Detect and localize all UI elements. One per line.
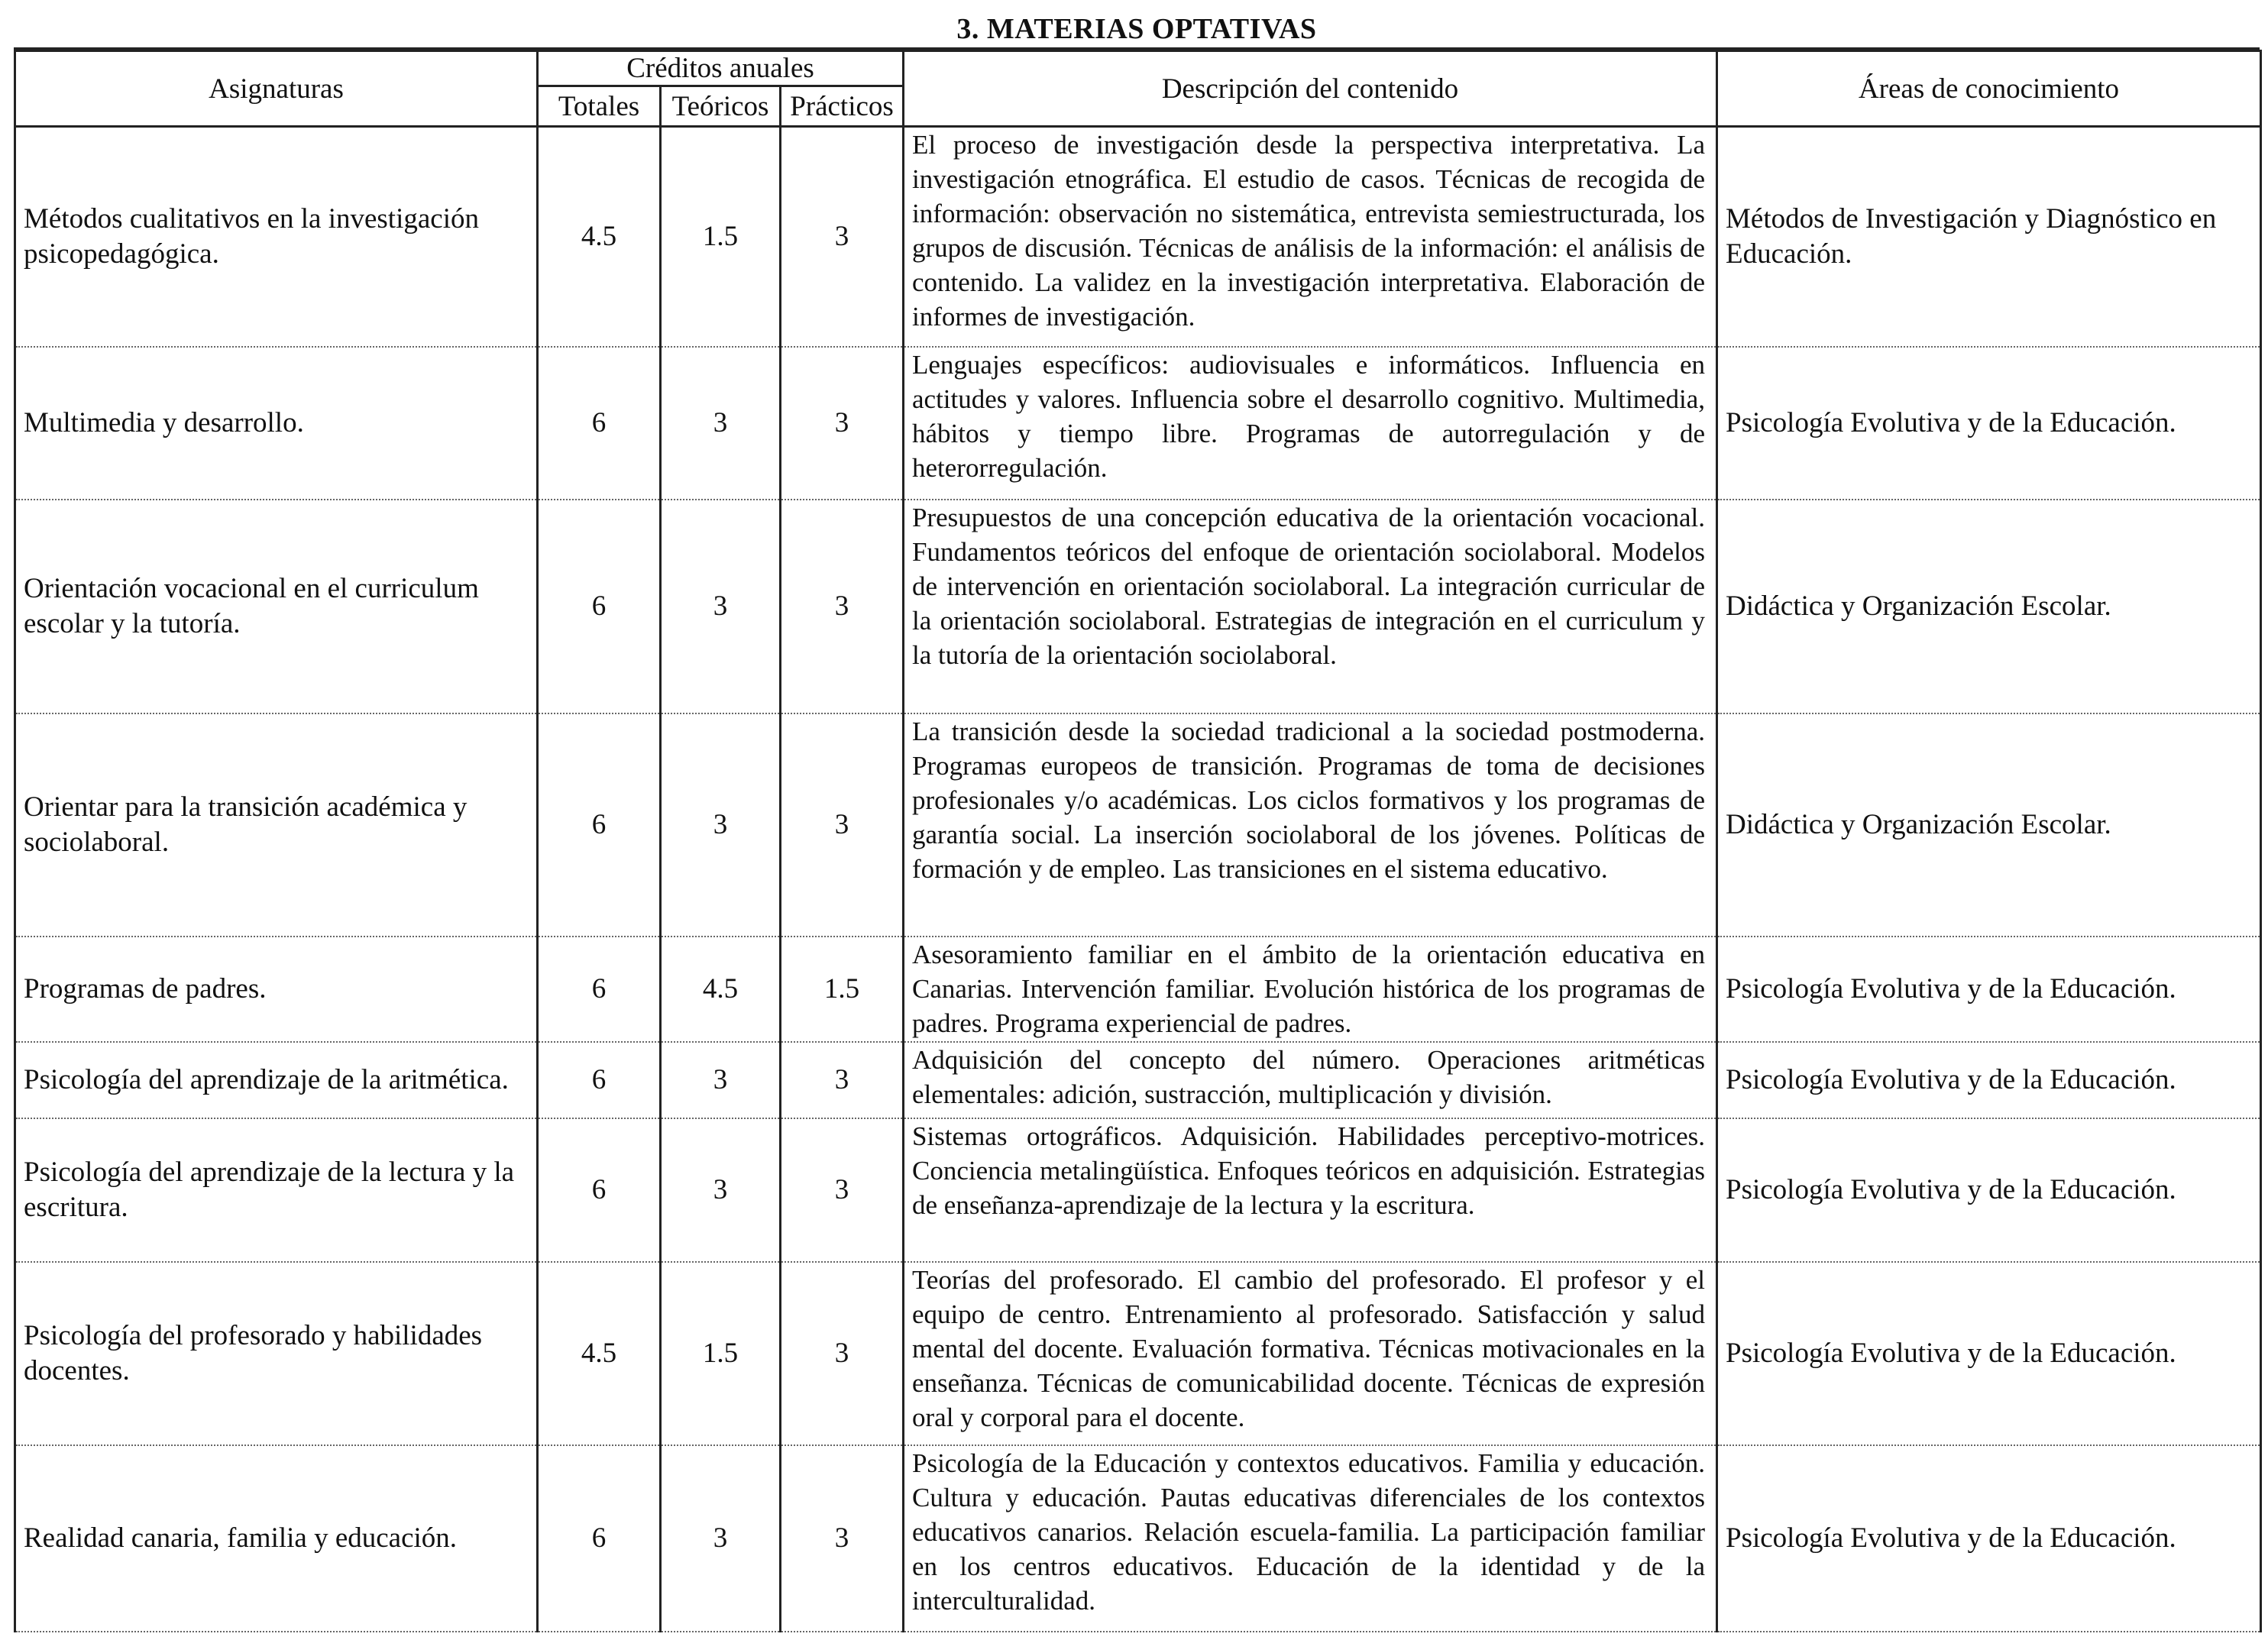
table-row	[15, 937, 2261, 1042]
subject-cell: Multimedia y desarrollo.	[15, 347, 538, 500]
description-cell: La transición desde la sociedad tradicional a la sociedad postmoderna. Programas europeos de transición. Programas de toma de decisiones profesionales y/o académicas. Los ciclos formativos y los programas de garantía social. La inserción sociolaboral de los jóvenes. Políticas de formación y de empleo. Las transiciones en el sistema educativo.	[904, 713, 1717, 937]
area-cell: Psicología Evolutiva y de la Educación.	[1717, 1042, 2261, 1118]
subject-cell: Programas de padres.	[15, 937, 538, 1042]
area-cell: Didáctica y Organización Escolar.	[1717, 713, 2261, 937]
totales-cell: 4.5	[538, 1262, 661, 1445]
practicos-cell: 3	[781, 500, 904, 713]
table-row	[15, 713, 2261, 937]
subject-cell: Psicología del aprendizaje de la lectura y la escritura.	[15, 1118, 538, 1262]
table-row	[15, 127, 2261, 347]
teoricos-cell: 3	[661, 1042, 781, 1118]
practicos-cell: 3	[781, 1445, 904, 1632]
optional-subjects-table	[14, 50, 2262, 1632]
practicos-cell: 3	[781, 1262, 904, 1445]
totales-cell: 4.5	[538, 127, 661, 347]
table-row	[15, 1445, 2261, 1632]
header-descripcion: Descripción del contenido	[904, 51, 1717, 127]
area-cell: Psicología Evolutiva y de la Educación.	[1717, 1118, 2261, 1262]
section-title: 3. MATERIAS OPTATIVAS	[14, 11, 2260, 50]
totales-cell: 6	[538, 713, 661, 937]
practicos-cell: 3	[781, 1118, 904, 1262]
subject-cell: Psicología del aprendizaje de la aritmética.	[15, 1042, 538, 1118]
subject-cell: Métodos cualitativos en la investigación psicopedagógica.	[15, 127, 538, 347]
description-cell: El proceso de investigación desde la perspectiva interpretativa. La investigación etnográfica. El estudio de casos. Técnicas de recogida de información: observación no sistemática, entrevista semiestructurada, los grupos de discusión. Técnicas de análisis de la información: el análisis de contenido. La validez en la investigación interpretativa. Elaboración de informes de investigación.	[904, 127, 1717, 347]
totales-cell: 6	[538, 347, 661, 500]
practicos-cell: 3	[781, 347, 904, 500]
area-cell: Psicología Evolutiva y de la Educación.	[1717, 347, 2261, 500]
area-cell: Métodos de Investigación y Diagnóstico en Educación.	[1717, 127, 2261, 347]
teoricos-cell: 3	[661, 347, 781, 500]
table-row	[15, 500, 2261, 713]
description-cell: Asesoramiento familiar en el ámbito de la orientación educativa en Canarias. Intervención familiar. Evolución histórica de los programas de padres. Programa experiencial de padres.	[904, 937, 1717, 1042]
area-cell: Didáctica y Organización Escolar.	[1717, 500, 2261, 713]
description-cell: Psicología de la Educación y contextos educativos. Familia y educación. Cultura y educación. Pautas educativas diferenciales de los contextos educativos canarios. Relación escuela-familia. La participación familiar en los centros educativos. Educación de la identidad y de la interculturalidad.	[904, 1445, 1717, 1632]
description-cell: Presupuestos de una concepción educativa de la orientación vocacional. Fundamentos teóricos del enfoque de orientación sociolaboral. Modelos de intervención en orientación sociolaboral. La integración curricular de la orientación sociolaboral. Estrategias de integración en el curriculum y la tutoría de la orientación sociolaboral.	[904, 500, 1717, 713]
practicos-cell: 3	[781, 127, 904, 347]
subject-cell: Orientar para la transición académica y sociolaboral.	[15, 713, 538, 937]
subject-cell: Orientación vocacional en el curriculum escolar y la tutoría.	[15, 500, 538, 713]
header-totales: Totales	[538, 86, 661, 127]
document-page	[14, 11, 2260, 1632]
subject-cell: Realidad canaria, familia y educación.	[15, 1445, 538, 1632]
subject-cell: Psicología del profesorado y habilidades docentes.	[15, 1262, 538, 1445]
header-asignaturas: Asignaturas	[15, 51, 538, 127]
practicos-cell: 3	[781, 1042, 904, 1118]
totales-cell: 6	[538, 1118, 661, 1262]
table-row	[15, 1118, 2261, 1262]
header-areas: Áreas de conocimiento	[1717, 51, 2261, 127]
teoricos-cell: 4.5	[661, 937, 781, 1042]
description-cell: Teorías del profesorado. El cambio del profesorado. El profesor y el equipo de centro. Entrenamiento al profesorado. Satisfacción y salud mental del docente. Evaluación formativa. Técnicas motivacionales en la enseñanza. Técnicas de comunicabilidad docente. Técnicas de expresión oral y corporal para el docente.	[904, 1262, 1717, 1445]
table-row	[15, 347, 2261, 500]
table-row	[15, 1262, 2261, 1445]
totales-cell: 6	[538, 500, 661, 713]
teoricos-cell: 3	[661, 1445, 781, 1632]
description-cell: Adquisición del concepto del número. Operaciones aritméticas elementales: adición, sustracción, multiplicación y división.	[904, 1042, 1717, 1118]
area-cell: Psicología Evolutiva y de la Educación.	[1717, 1445, 2261, 1632]
header-creditos-anuales: Créditos anuales	[538, 51, 904, 86]
teoricos-cell: 3	[661, 713, 781, 937]
table-row	[15, 1042, 2261, 1118]
totales-cell: 6	[538, 1445, 661, 1632]
teoricos-cell: 1.5	[661, 1262, 781, 1445]
practicos-cell: 3	[781, 713, 904, 937]
teoricos-cell: 1.5	[661, 127, 781, 347]
area-cell: Psicología Evolutiva y de la Educación.	[1717, 1262, 2261, 1445]
totales-cell: 6	[538, 1042, 661, 1118]
description-cell: Lenguajes específicos: audiovisuales e informáticos. Influencia en actitudes y valores. Influencia sobre el desarrollo cognitivo. Multimedia, hábitos y tiempo libre. Programas de autorregulación y de heterorregulación.	[904, 347, 1717, 500]
totales-cell: 6	[538, 937, 661, 1042]
area-cell: Psicología Evolutiva y de la Educación.	[1717, 937, 2261, 1042]
table-header-row	[15, 51, 2261, 86]
teoricos-cell: 3	[661, 1118, 781, 1262]
practicos-cell: 1.5	[781, 937, 904, 1042]
description-cell: Sistemas ortográficos. Adquisición. Habilidades perceptivo-motrices. Conciencia metalingüística. Enfoques teóricos en adquisición. Estrategias de enseñanza-aprendizaje de la lectura y la escritura.	[904, 1118, 1717, 1262]
teoricos-cell: 3	[661, 500, 781, 713]
header-practicos: Prácticos	[781, 86, 904, 127]
header-teoricos: Teóricos	[661, 86, 781, 127]
